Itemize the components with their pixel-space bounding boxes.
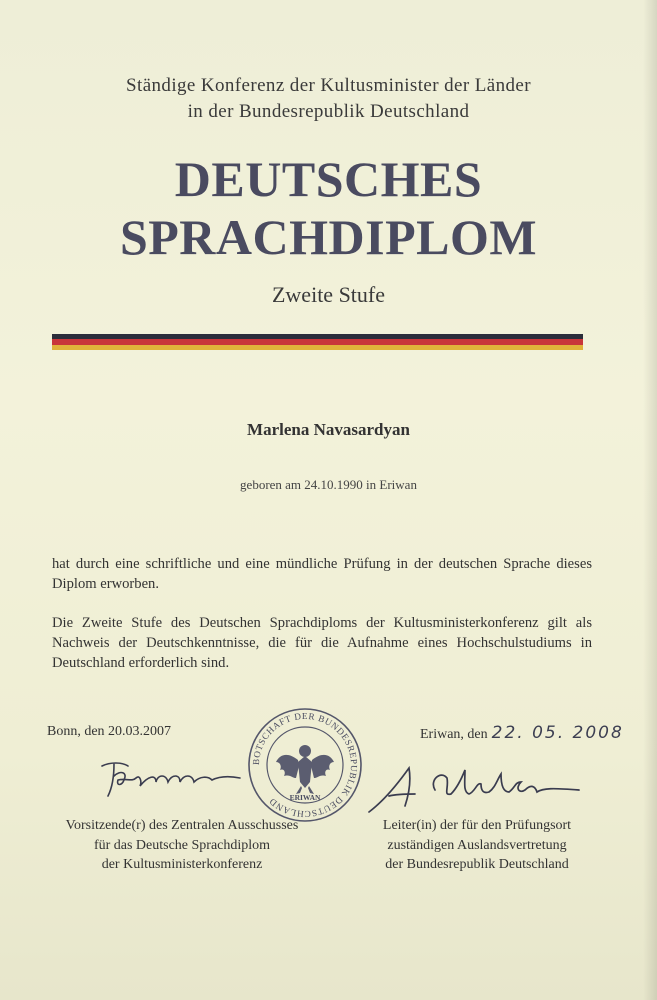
signatory-right [352, 816, 602, 875]
recipient-birth-info: geboren am 24.10.1990 in Eriwan [240, 477, 417, 492]
diploma-title [20, 150, 637, 266]
issuer-header [40, 73, 617, 125]
body-paragraph-2: Die Zweite Stufe des Deutschen Sprachdiploms der Kultusministerkonferenz gilt als Nachweis der Deutschkenntnisse, die für die Aufnahme eines Hochschulstudiums in Deutschland erforderlich sind. [52, 615, 592, 671]
signatory-right-line-2: zuständigen Auslandsvertretung [387, 837, 567, 853]
signatory-right-line-1: Leiter(in) der für den Prüfungsort [382, 818, 572, 833]
seal-bottom-text: ERIWAN [289, 793, 321, 802]
signatory-left-line-1: Vorsitzende(r) des Zentralen Ausschusses [65, 818, 299, 833]
embassy-seal [246, 706, 364, 824]
federal-eagle-icon [276, 745, 334, 794]
seal-ring-text-path: BOTSCHAFT DER BUNDESREPUBLIK DEUTSCHLAND [250, 710, 360, 820]
flag-stripe-bar [52, 334, 583, 350]
recipient-name: Marlena Navasardyan [247, 420, 410, 439]
diploma-level: Zweite Stufe [271, 282, 386, 307]
issuer-line-1: Ständige Konferenz der Kultusminister der Länder [126, 75, 531, 96]
title-line-1: DEUTSCHES [174, 151, 483, 207]
issuer-line-2: in der Bundesrepublik Deutschland [187, 101, 470, 122]
signatory-left-line-2: für das Deutsche Sprachdiplom [93, 837, 271, 853]
signature-left [96, 752, 246, 802]
signatory-right-line-3: der Bundesrepublik Deutschland [385, 857, 569, 872]
flag-stripe-gold [52, 345, 583, 350]
place-date-left: Bonn, den 20.03.2007 [47, 724, 172, 739]
title-line-2: SPRACHDIPLOM [119, 209, 538, 265]
page-edge-shadow [643, 0, 657, 1000]
signature-right [365, 760, 585, 820]
signatory-left-line-3: der Kultusministerkonferenz [101, 857, 263, 872]
place-date-right [420, 723, 624, 743]
body-paragraph-1: hat durch eine schriftliche und eine mündliche Prüfung in der deutschen Sprache dieses Diplom erworben. [52, 556, 592, 592]
signatory-left [42, 816, 322, 875]
handwritten-date: 22. 05. 2008 [491, 723, 624, 743]
place-date-right-label: Eriwan, den [420, 727, 488, 742]
